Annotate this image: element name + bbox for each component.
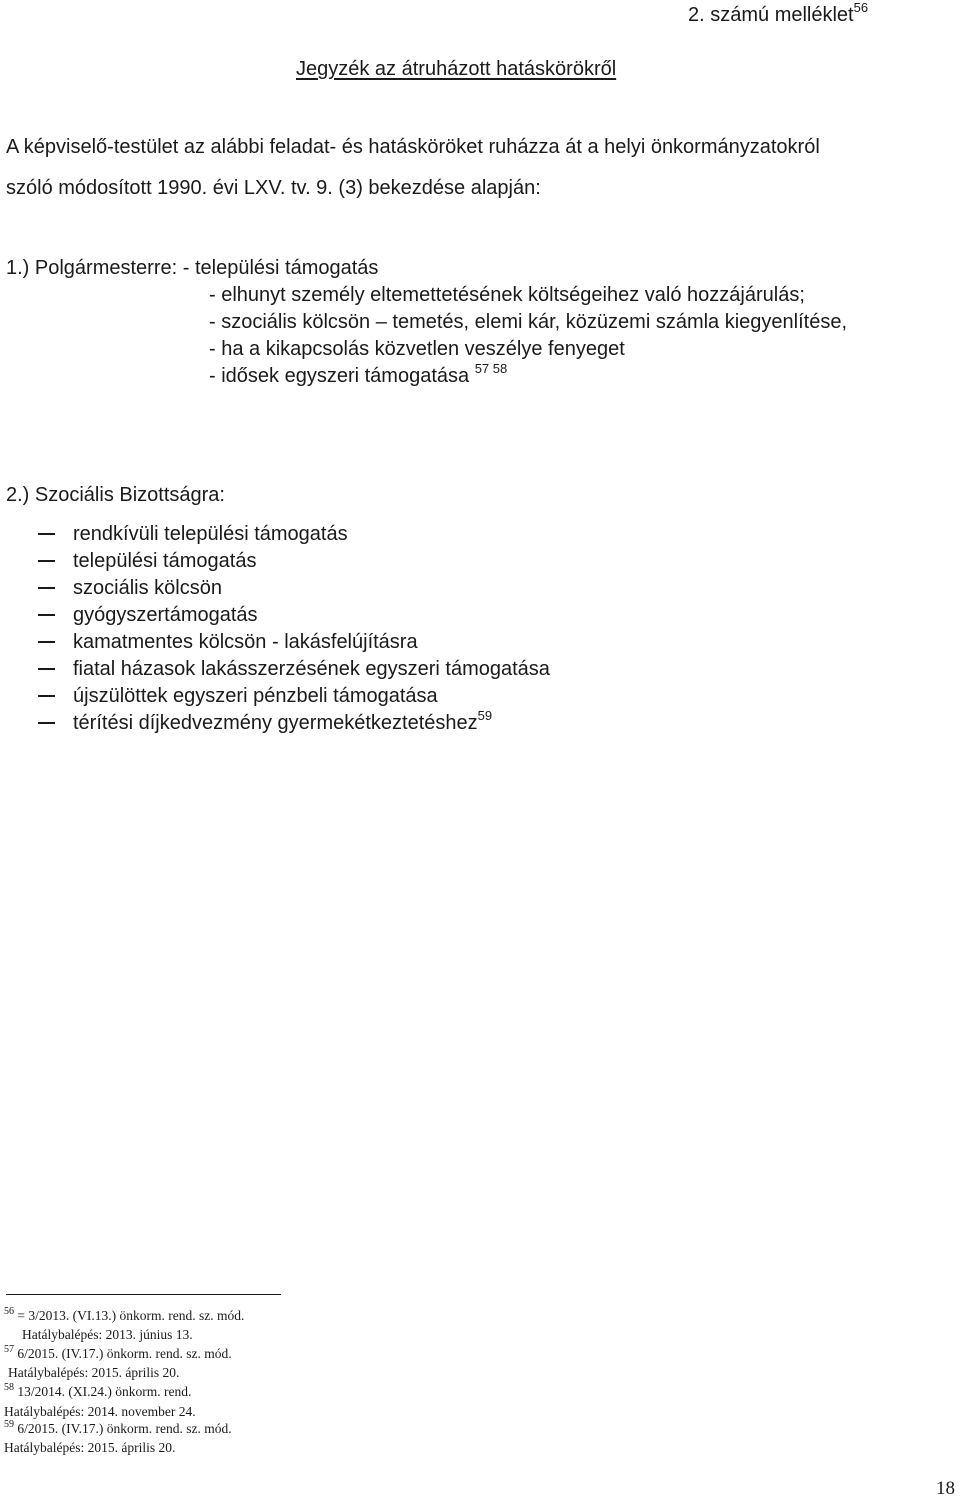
- footnote-text: 6/2015. (IV.17.) önkorm. rend. sz. mód.: [17, 1346, 232, 1361]
- list-item: települési támogatás: [73, 550, 257, 572]
- section1-item-2: - szociális kölcsön – temetés, elemi kár, közüzemi számla kiegyenlítése,: [209, 311, 848, 333]
- dash-bullet-icon: [38, 722, 55, 724]
- attachment-label: [688, 0, 869, 29]
- dash-bullet-icon: [38, 560, 55, 562]
- footnote-56: [4, 1308, 244, 1326]
- footnote-text: 13/2014. (XI.24.) önkorm. rend.: [17, 1384, 192, 1399]
- section1-item-0: - települési támogatás: [182, 257, 379, 279]
- list-item: kamatmentes kölcsön - lakásfelújításra: [73, 631, 418, 653]
- intro-line-1: A képviselő-testület az alábbi feladat- és hatásköröket ruházza át a helyi önkormányzatokról: [6, 136, 820, 158]
- dash-bullet-icon: [38, 614, 55, 616]
- footnote-ref-56: 56: [853, 0, 869, 15]
- list-item: [73, 708, 493, 737]
- dash-bullet-icon: [38, 641, 55, 643]
- footnote-text: 6/2015. (IV.17.) önkorm. rend. sz. mód.: [17, 1421, 232, 1436]
- attachment-label-text: 2. számú melléklet: [688, 4, 854, 26]
- footnote-57-effective: Hatálybalépés: 2015. április 20.: [8, 1365, 180, 1380]
- section2-heading: 2.) Szociális Bizottságra:: [6, 484, 225, 506]
- list-item-text: térítési díjkedvezmény gyermekétkeztetéshez: [73, 712, 478, 734]
- footnote-ref-59: 59: [477, 708, 493, 723]
- footnote-number: 59: [4, 1419, 14, 1430]
- footnote-59-effective: Hatálybalépés: 2015. április 20.: [4, 1440, 176, 1455]
- list-item: szociális kölcsön: [73, 577, 222, 599]
- dash-bullet-icon: [38, 668, 55, 670]
- footnote-number: 58: [4, 1382, 14, 1393]
- list-item: gyógyszertámogatás: [73, 604, 258, 626]
- footnote-57: [4, 1346, 232, 1364]
- list-item: rendkívüli települési támogatás: [73, 523, 348, 545]
- list-item: újszülöttek egyszeri pénzbeli támogatása: [73, 685, 438, 707]
- footnote-59: [4, 1421, 232, 1439]
- section1-item-3: - ha a kikapcsolás közvetlen veszélye fenyeget: [209, 338, 625, 360]
- section1-item-1: - elhunyt személy eltemettetésének költségeihez való hozzájárulás;: [209, 284, 805, 306]
- section1-heading: [6, 256, 378, 280]
- page-number: 18: [936, 1478, 955, 1499]
- footnote-text: = 3/2013. (VI.13.) önkorm. rend. sz. mód.: [17, 1308, 245, 1323]
- page-title: Jegyzék az átruházott hatáskörökről: [296, 58, 617, 80]
- list-item: fiatal házasok lakásszerzésének egyszeri támogatása: [73, 658, 550, 680]
- footnote-ref-57-58: 57 58: [474, 361, 508, 376]
- footnote-58: [4, 1384, 191, 1402]
- dash-bullet-icon: [38, 533, 55, 535]
- footnote-56-effective: Hatálybalépés: 2013. június 13.: [22, 1327, 193, 1342]
- section1-label: 1.) Polgármesterre:: [6, 257, 178, 279]
- dash-bullet-icon: [38, 587, 55, 589]
- footnote-number: 56: [4, 1306, 14, 1317]
- section1-item-4-text: - idősek egyszeri támogatása: [209, 365, 470, 387]
- footnote-separator: [6, 1294, 281, 1295]
- footnote-number: 57: [4, 1344, 14, 1355]
- intro-line-2: szóló módosított 1990. évi LXV. tv. 9. (3) bekezdése alapján:: [6, 177, 541, 199]
- dash-bullet-icon: [38, 695, 55, 697]
- section1-item-4: [209, 361, 508, 390]
- footnote-58-effective: Hatálybalépés: 2014. november 24.: [4, 1404, 196, 1419]
